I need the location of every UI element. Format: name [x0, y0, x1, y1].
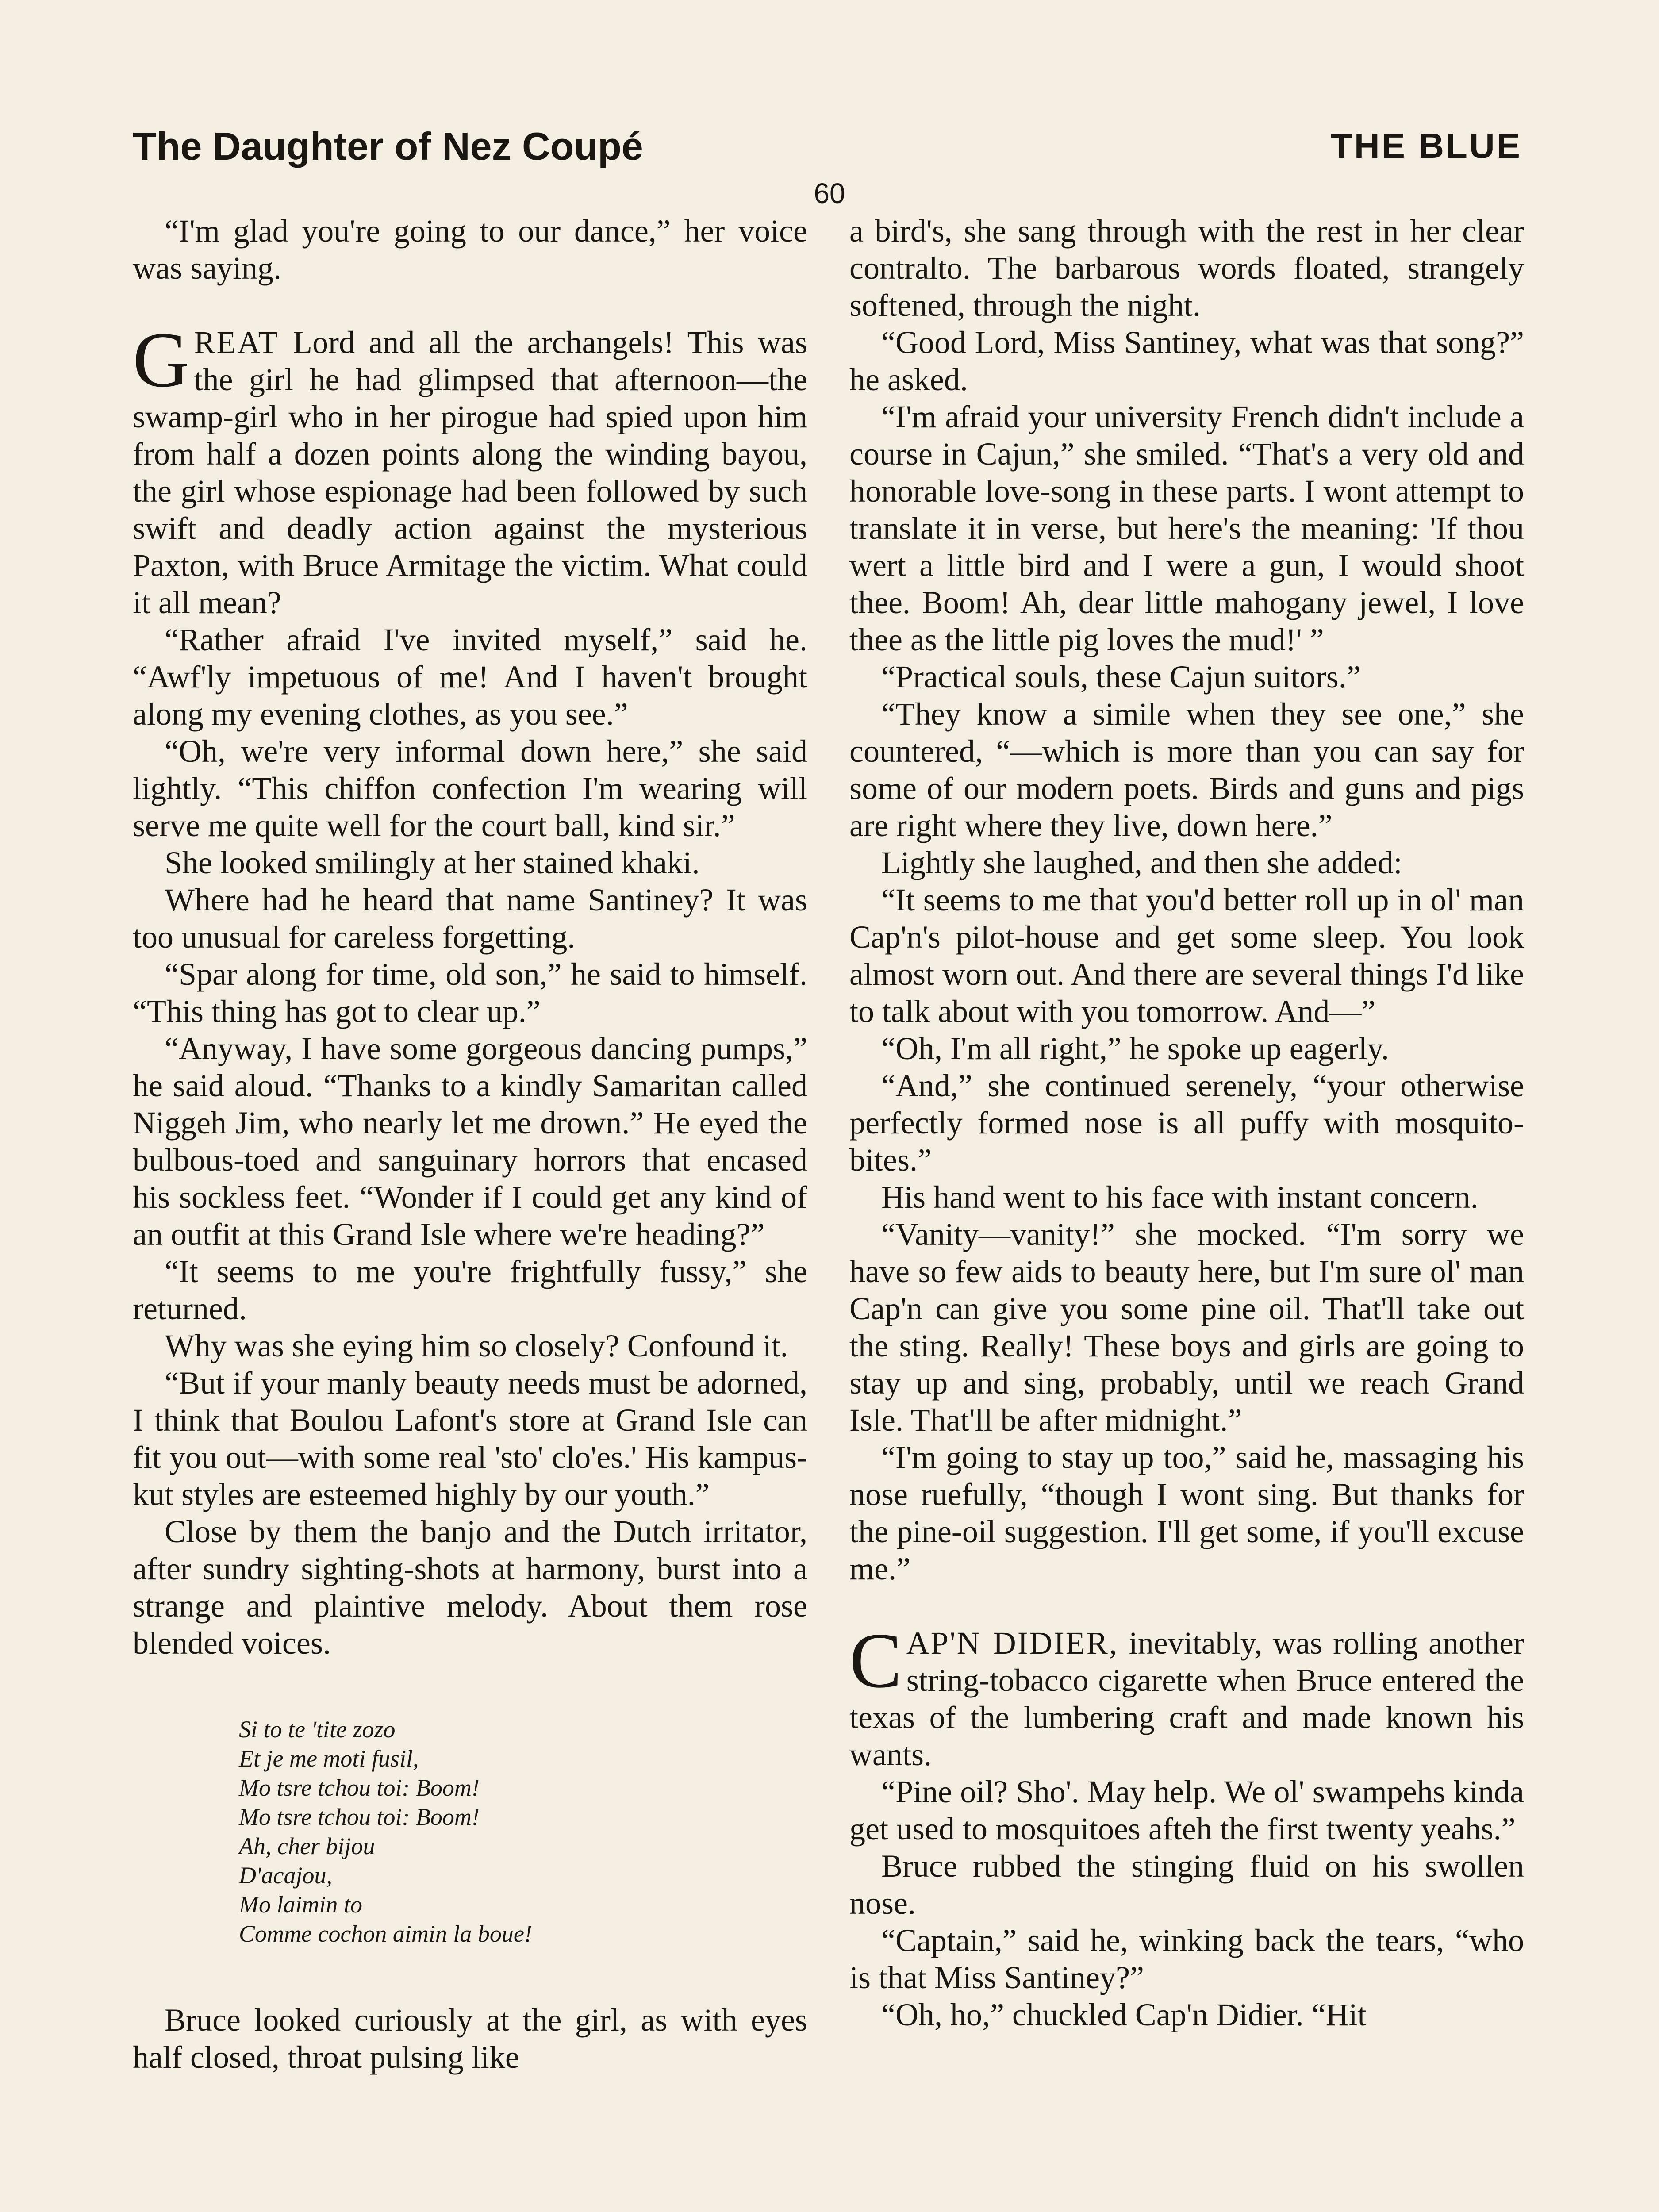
- paragraph: Bruce looked curiously at the girl, as with eyes half closed, throat pulsing like: [133, 2002, 807, 2075]
- magazine-title: THE BLUE: [1331, 126, 1522, 165]
- drop-cap: C: [849, 1617, 902, 1704]
- paragraph: “I'm going to stay up too,” said he, massaging his nose ruefully, “though I wont sing. But thanks for the pine-oil suggestion. I'll get some, if you'll excuse me.”: [849, 1440, 1524, 1586]
- paragraph: “It seems to me that you'd better roll up in ol' man Cap'n's pilot-house and get some sleep. You look almost worn out. And there are several things I'd like to talk about with you tomorrow. And—”: [849, 882, 1524, 1029]
- paragraph-text: inevitably, was rolling another string-tobacco cigarette when Bruce entered the texas of the lumbering craft and made known his wants.: [849, 1625, 1524, 1772]
- paragraph: His hand went to his face with instant concern.: [881, 1179, 1479, 1215]
- story-title: The Daughter of Nez Coupé: [133, 124, 643, 168]
- paragraph: Why was she eying him so closely? Confound it.: [165, 1328, 788, 1363]
- verse-line: Ah, cher bijou: [239, 1833, 375, 1859]
- paragraph: She looked smilingly at her stained khaki.: [165, 845, 700, 880]
- right-column: [849, 212, 1524, 2033]
- paragraph: “Rather afraid I've invited myself,” said he. “Awf'ly impetuous of me! And I haven't brought along my evening clothes, as you see.”: [133, 622, 807, 732]
- verse-line: Comme cochon aimin la boue!: [239, 1920, 532, 1947]
- paragraph: Close by them the banjo and the Dutch irritator, after sundry sighting-shots at harmony, burst into a strange and plaintive melody. About them rose blended voices.: [133, 1514, 807, 1661]
- verse-line: Mo tsre tchou toi: Boom!: [239, 1804, 480, 1830]
- paragraph: “Captain,” said he, winking back the tears, “who is that Miss Santiney?”: [849, 1923, 1524, 1995]
- paragraph: Lightly she laughed, and then she added:: [881, 845, 1402, 880]
- paragraph: “It seems to me you're frightfully fussy,” she returned.: [133, 1254, 807, 1326]
- drop-cap: G: [133, 316, 190, 403]
- paragraph: “Pine oil? Sho'. May help. We ol' swampehs kinda get used to mosquitoes afteh the first twenty yeahs.”: [849, 1774, 1524, 1847]
- paragraph: “I'm afraid your university French didn't include a course in Cajun,” she smiled. “That's a very old and honorable love-song in these parts. I wont attempt to translate it in verse, but here's the meaning: 'If thou wert a little bird and I were a gun, I would shoot thee. Boom! Ah, dear little mahogany jewel, I love thee as the little pig loves the mud!' ”: [849, 399, 1524, 657]
- verse-line: Mo laimin to: [239, 1891, 362, 1918]
- paragraph: “I'm glad you're going to our dance,” her voice was saying.: [133, 213, 807, 286]
- paragraph-dropcap: [133, 316, 807, 621]
- paragraph: “Good Lord, Miss Santiney, what was that song?” he asked.: [849, 325, 1524, 397]
- paragraph: “Practical souls, these Cajun suitors.”: [881, 659, 1361, 695]
- paragraph: “Spar along for time, old son,” he said to himself. “This thing has got to clear up.”: [133, 956, 807, 1029]
- paragraph-text: Lord and all the archangels! This was the girl he had glimpsed that afternoon—the swamp-girl who in her pirogue had spied upon him from half a dozen points along the winding bayou, the girl whose espionage had been followed by such swift and deadly action against the mysterious Paxton, with Bruce Armitage the victim. What could it all mean?: [133, 325, 807, 620]
- verse-line: Si to te 'tite zozo: [239, 1716, 396, 1743]
- page-number: 60: [814, 177, 845, 209]
- paragraph: “Vanity—vanity!” she mocked. “I'm sorry we have so few aids to beauty here, but I'm sure ol' man Cap'n can give you some pine oil. That'll take out the sting. Really! These boys and girls are going to stay up and sing, probably, until we reach Grand Isle. That'll be after midnight.”: [849, 1217, 1524, 1438]
- paragraph: “They know a simile when they see one,” she countered, “—which is more than you can say for some of our modern poets. Birds and guns and pigs are right where they live, down here.”: [849, 696, 1524, 843]
- verse-line: D'acajou,: [239, 1862, 333, 1889]
- verse-line: Et je me moti fusil,: [239, 1745, 419, 1772]
- left-column: [133, 212, 807, 2076]
- paragraph: “Oh, we're very informal down here,” she said lightly. “This chiffon confection I'm wearing will serve me quite well for the court ball, kind sir.”: [133, 733, 807, 843]
- paragraph: a bird's, she sang through with the rest in her clear contralto. The barbarous words floated, strangely softened, through the night.: [849, 213, 1524, 323]
- paragraph: Where had he heard that name Santiney? It was too unusual for careless forgetting.: [133, 882, 807, 955]
- paragraph: “Oh, ho,” chuckled Cap'n Didier. “Hit: [881, 1997, 1367, 2032]
- verse-line: Mo tsre tchou toi: Boom!: [239, 1774, 480, 1801]
- paragraph: Bruce rubbed the stinging fluid on his swollen nose.: [849, 1848, 1524, 1921]
- paragraph: “Oh, I'm all right,” he spoke up eagerly.: [881, 1031, 1389, 1066]
- paragraph: “And,” she continued serenely, “your otherwise perfectly formed nose is all puffy with mosquito-bites.”: [849, 1068, 1524, 1178]
- song-verse: [239, 1715, 807, 1948]
- small-caps-lead: REAT: [194, 325, 279, 360]
- small-caps-lead: AP'N DIDIER,: [906, 1625, 1118, 1661]
- paragraph: “But if your manly beauty needs must be adorned, I think that Boulou Lafont's store at Grand Isle can fit you out—with some real 'sto' clo'es.' His kampus-kut styles are esteemed highly by our youth.”: [133, 1365, 807, 1512]
- paragraph-dropcap: [849, 1617, 1524, 1773]
- paragraph: “Anyway, I have some gorgeous dancing pumps,” he said aloud. “Thanks to a kindly Samaritan called Niggeh Jim, who nearly let me drown.” He eyed the bulbous-toed and sanguinary horrors that encased his sockless feet. “Wonder if I could get any kind of an outfit at this Grand Isle where we're heading?”: [133, 1031, 807, 1252]
- running-header: [133, 119, 1522, 177]
